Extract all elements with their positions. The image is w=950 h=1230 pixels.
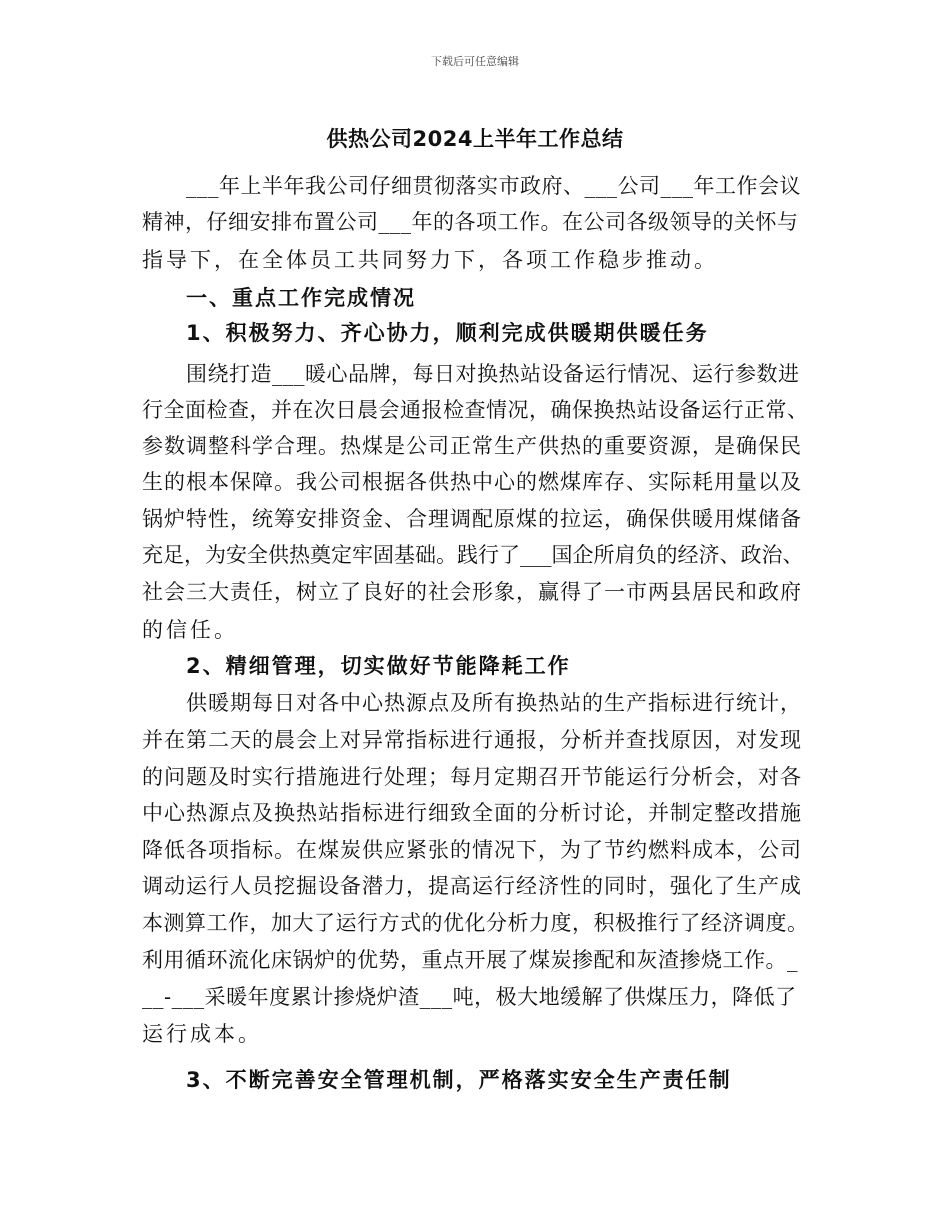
section-heading: 一、重点工作完成情况: [186, 286, 416, 310]
body-line: 指导下，在全体员工共同努力下，各项工作稳步推动。: [142, 248, 718, 272]
body-line: 中心热源点及换热站指标进行细致全面的分析讨论，并制定整改措施: [142, 801, 802, 825]
section-heading: 2、精细管理，切实做好节能降耗工作: [186, 654, 571, 678]
body-line: 运行成本。: [142, 1022, 262, 1046]
body-line: __-___采暖年度累计掺烧炉渣___吨，极大地缓解了供煤压力，降低了: [142, 985, 797, 1009]
body-line: 充足，为安全供热奠定牢固基础。践行了___国企所肩负的经济、政治、: [142, 543, 804, 567]
body-line: 锅炉特性，统筹安排资金、合理调配原煤的拉运，确保供暖用煤储备: [142, 507, 802, 531]
body-line: 供暖期每日对各中心热源点及所有换热站的生产指标进行统计，: [186, 691, 802, 715]
body-line: 生的根本保障。我公司根据各供热中心的燃煤库存、实际耗用量以及: [142, 470, 802, 494]
body-line: 围绕打造___暖心品牌，每日对换热站设备运行情况、运行参数进: [186, 362, 800, 386]
body-line: 的问题及时实行措施进行处理；每月定期召开节能运行分析会，对各: [142, 765, 802, 789]
body-line: 本测算工作，加大了运行方式的优化分析力度，积极推行了经济调度。: [142, 911, 809, 935]
body-line: 的信任。: [142, 618, 238, 642]
body-line: 精神，仔细安排布置公司___年的各项工作。在公司各级领导的关怀与: [142, 210, 799, 234]
body-line: 调动运行人员挖掘设备潜力，提高运行经济性的同时，强化了生产成: [142, 874, 802, 898]
body-line: 参数调整科学合理。热煤是公司正常生产供热的重要资源，是确保民: [142, 434, 802, 458]
section-heading: 1、积极努力、齐心协力，顺利完成供暖期供暖任务: [186, 321, 709, 345]
body-line: 并在第二天的晨会上对异常指标进行通报，分析并查找原因，对发现: [142, 728, 802, 752]
body-line: 降低各项指标。在煤炭供应紧张的情况下，为了节约燃料成本，公司: [142, 838, 802, 862]
section-heading: 3、不断完善安全管理机制，严格落实安全生产责任制: [186, 1068, 732, 1092]
document-title: 供热公司2024上半年工作总结: [326, 127, 624, 151]
body-line: 行全面检查，并在次日晨会通报检查情况，确保换热站设备运行正常、: [142, 398, 809, 422]
body-line: 社会三大责任，树立了良好的社会形象，赢得了一市两县居民和政府: [142, 580, 802, 604]
body-line: 利用循环流化床锅炉的优势，重点开展了煤炭掺配和灰渣掺烧工作。_: [142, 948, 798, 972]
body-line: ___年上半年我公司仔细贯彻落实市政府、___公司___年工作会议: [186, 174, 801, 198]
header-note: 下载后可任意编辑: [431, 55, 519, 68]
